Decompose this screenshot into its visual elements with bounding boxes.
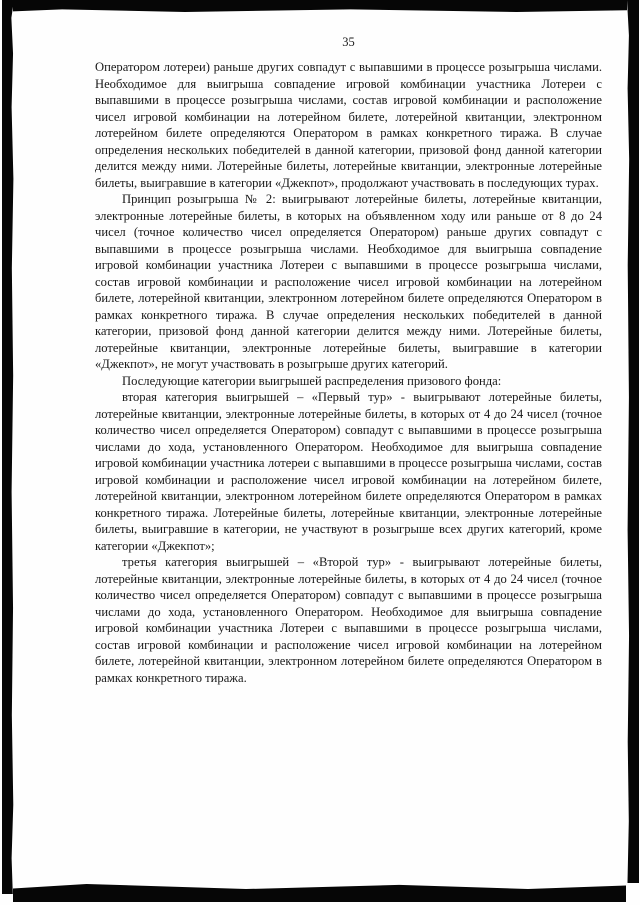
paragraph-draw-principle-2: Принцип розыгрыша № 2: выигрывают лотерейные билеты, лотерейные квитанции, электронные лотерейные билеты, в которых на объявленном ходу или раньше от 8 до 24 чисел (точное количество чисел определяется Оператором) раньше других совпадут с выпавшими в процессе розыгрыша числами. Необходимое для выигрыша совпадение игровой комбинации участника Лотереи с выпавшими в процессе розыгрыша числами, состав игровой комбинации и расположение чисел игровой комбинации на лотерейном билете, лотерейной квитанции, электронном лотерейном билете определяются Оператором в рамках конкретного тиража. В случае определения нескольких победителей в данной категории, призовой фонд данной категории делится между ними. Лотерейные билеты, лотерейные квитанции, электронные лотерейные билеты, выигравшие в категории «Джекпот», не могут участвовать в розыгрыше других категорий. <box>95 192 602 371</box>
paragraph-subsequent-categories-heading: Последующие категории выигрышей распределения призового фонда: <box>122 373 502 388</box>
paragraph-second-category-first-round: вторая категория выигрышей – «Первый тур» - выигрывают лотерейные билеты, лотерейные квитанции, электронные лотерейные билеты, в которых от 4 до 24 чисел (точное количество чисел определяется Оператором) совпадут с выпавшими в процессе розыгрыша числами до хода, установленного Оператором. Необходимое для выигрыша совпадение игровой комбинации участника лотереи с выпавшими в процессе розыгрыша числами, состав игровой комбинации и расположение чисел игровой комбинации на лотерейном билете, лотерейной квитанции, электронном лотерейном билете определяются Оператором в рамках конкретного тиража. Лотерейные билеты, лотерейные квитанции, электронные лотерейные билеты, выигравшие в категории, не участвуют в розыгрыше всех других категорий, кроме категории «Джекпот»; <box>95 390 602 553</box>
page-number: 35 <box>342 35 355 49</box>
scan-artifact-left <box>2 0 14 894</box>
paragraph-continuation-draw-principle-1: Оператором лотереи) раньше других совпадут с выпавшими в процессе розыгрыша числами. Необходимое для выигрыша совпадение игровой комбинации участника Лотереи с выпавшими в процессе розыгрыша числами, состав игровой комбинации и расположение чисел игровой комбинации на лотерейном билете, лотерейной квитанции, электронном лотерейном билете определяются Оператором в рамках конкретного тиража. В случае определения нескольких победителей в данной категории, призовой фонд данной категории делится между ними. Лотерейные билеты, лотерейные квитанции, электронные лотерейные билеты, выигравшие в категории «Джекпот», продолжают участвовать в последующих турах. <box>95 60 602 190</box>
scan-artifact-bottom <box>13 884 626 902</box>
scan-artifact-top <box>13 0 627 12</box>
scan-artifact-right <box>627 0 639 883</box>
document-body-text <box>95 59 602 686</box>
paragraph-third-category-second-round: третья категория выигрышей – «Второй тур» - выигрывают лотерейные билеты, лотерейные квитанции, электронные лотерейные билеты, в которых от 4 до 24 чисел (точное количество чисел определяется Оператором) совпадут с выпавшими в процессе розыгрыша числами до хода, установленного Оператором. Необходимое для выигрыша совпадение игровой комбинации участника Лотереи с выпавшими в процессе розыгрыша числами, состав игровой комбинации и расположение чисел игровой комбинации на лотерейном билете, лотерейной квитанции, электронном лотерейном билете определяются Оператором в рамках конкретного тиража. <box>95 555 602 685</box>
